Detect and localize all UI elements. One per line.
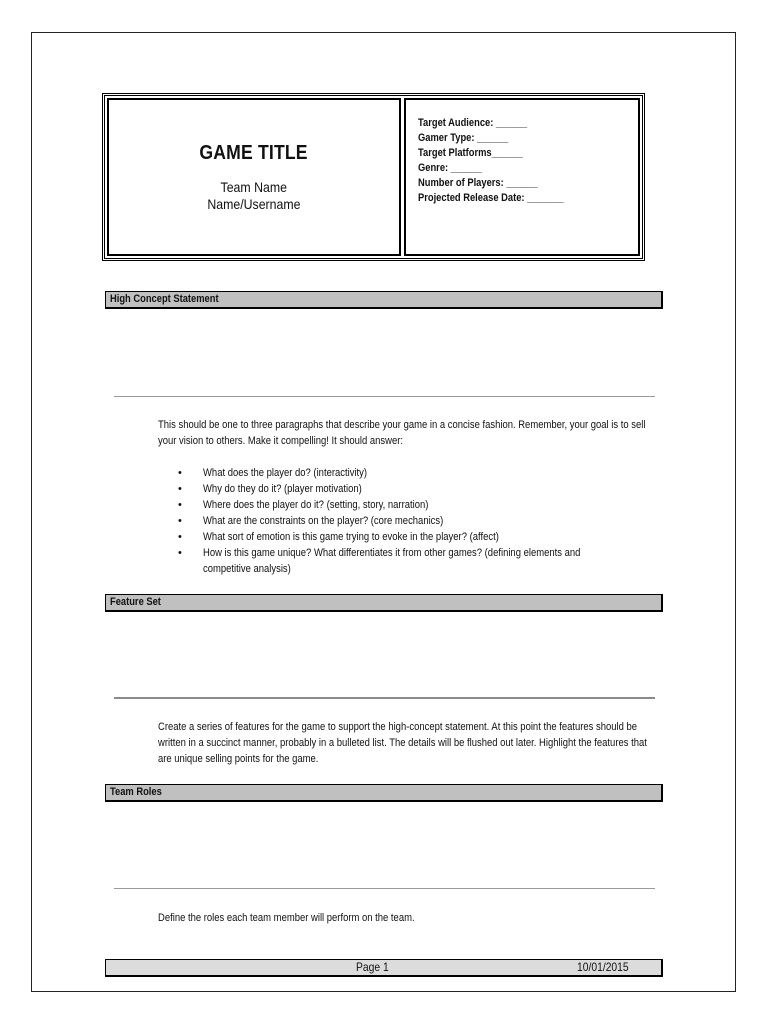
target-audience: Target Audience: ______ (418, 117, 528, 129)
list-item: • Why do they do it? (player motivation) (178, 483, 362, 495)
team-name: Team Name (220, 178, 288, 195)
section-heading-high-concept (105, 291, 663, 309)
page-footer (105, 959, 663, 977)
bullet-icon: • (178, 547, 182, 559)
high-concept-paragraph: This should be one to three paragraphs that describe your game in a concise fashion. Remember, your goal is to sell your vision to others. Make it compelling! It should answer: (158, 419, 646, 447)
projected-release-date: Projected Release Date: _______ (418, 192, 564, 204)
bullet-icon: • (178, 483, 182, 495)
divider-rule (114, 697, 655, 699)
section-heading-label: Feature Set (110, 596, 161, 608)
high-concept-intro (158, 417, 678, 449)
section-heading-feature-set (105, 594, 663, 612)
info-cell (404, 98, 640, 256)
list-item: • What are the constraints on the player? (core mechanics) (178, 515, 444, 527)
username: Name/Username (207, 195, 301, 212)
team-roles-paragraph: Define the roles each team member will perform on the team. (158, 912, 415, 924)
genre: Genre: ______ (418, 162, 482, 174)
game-title: GAME TITLE (199, 141, 309, 164)
title-cell (107, 98, 401, 256)
bullet-icon: • (178, 499, 182, 511)
list-item: • What does the player do? (interactivity) (178, 467, 368, 479)
section-heading-label: Team Roles (110, 786, 162, 798)
section-heading-label: High Concept Statement (110, 293, 219, 305)
number-of-players: Number of Players: ______ (418, 177, 538, 189)
gamer-type: Gamer Type: ______ (418, 132, 509, 144)
title-block (102, 93, 645, 261)
bullet-icon: • (178, 467, 182, 479)
feature-set-paragraph: Create a series of features for the game to support the high-concept statement. At this point the features should be written in a succinct manner, probably in a bulleted list. The details will be flushed out later. Highlight the features that are unique selling points for the game. (158, 721, 647, 765)
footer-date: 10/01/2015 (577, 960, 629, 974)
target-platforms: Target Platforms______ (418, 147, 523, 159)
team-roles-body (158, 910, 678, 926)
list-item: • Where does the player do it? (setting, story, narration) (178, 499, 429, 511)
section-heading-team-roles (105, 784, 663, 802)
list-item: • How is this game unique? What differentiates it from other games? (defining elements and competitive analysis) (178, 547, 581, 575)
page-number: Page 1 (356, 960, 389, 974)
bullet-icon: • (178, 531, 182, 543)
bullet-icon: • (178, 515, 182, 527)
list-item: • What sort of emotion is this game trying to evoke in the player? (affect) (178, 531, 499, 543)
divider-rule (114, 396, 655, 397)
high-concept-bullet-list (178, 465, 698, 577)
feature-set-body (158, 719, 678, 767)
divider-rule (114, 888, 655, 889)
